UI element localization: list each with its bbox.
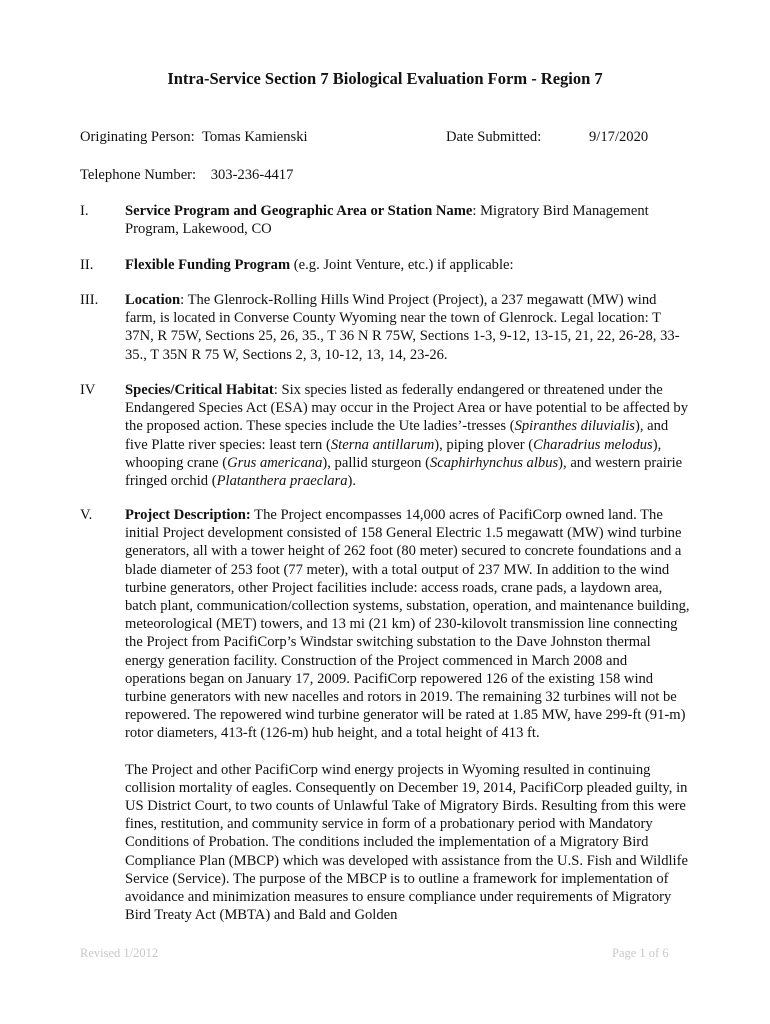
date-submitted-value: 9/17/2020	[589, 129, 649, 145]
species-name: Sterna antillarum	[330, 436, 435, 453]
section-i	[80, 202, 690, 238]
species-name: Platanthera praeclara	[216, 473, 348, 490]
section-text: ), whooping crane (	[125, 436, 662, 471]
telephone-value: 303-236-4417	[210, 167, 294, 183]
telephone-row	[80, 166, 293, 184]
footer-page-number: Page 1 of 6	[612, 946, 669, 960]
section-number: IV	[80, 382, 96, 398]
form-title: Intra-Service Section 7 Biological Evaluation Form - Region 7	[167, 69, 603, 88]
section-text: ), and five Platte river species: least tern (	[125, 418, 669, 453]
date-submitted-label: Date Submitted:	[446, 129, 542, 145]
section-ii	[80, 256, 690, 274]
section-iv	[80, 381, 690, 490]
section-iii	[80, 291, 690, 364]
telephone-label: Telephone Number:	[80, 167, 197, 183]
section-label: Location	[125, 292, 181, 308]
section-label: Species/Critical Habitat	[125, 382, 274, 398]
section-label: Project Description:	[125, 507, 251, 523]
section-text: : Six species listed as federally endangered or threatened under the Endangered Species Act (ESA) may occur in the Project Area or have potential to be affected by the proposed action. These species include the Ute ladies’-tresses (	[125, 382, 689, 435]
section-label: Flexible Funding Program	[125, 257, 291, 273]
species-name: Spiranthes diluvialis	[514, 418, 635, 435]
originating-person-row	[80, 128, 308, 146]
footer-revised: Revised 1/2012	[80, 946, 159, 960]
section-label: Service Program and Geographic Area or Station Name	[125, 203, 473, 219]
section-number: II.	[80, 257, 94, 273]
section-text: The Project encompasses 14,000 acres of PacifiCorp owned land. The initial Project development consisted of 158 General Electric 1.5 megawatt (MW) wind turbine generators, all with a tower height of 262 foot (80 meter) secured to concrete foundations and a blade diameter of 253 foot (77 meter), with a total output of 237 MW. In addition to the wind turbine generators, other Project facilities include: access roads, crane pads, a laydown area, batch plant, communication/collection systems, substation, operation, and maintenance building, meteorological (MET) towers, and 13 mi (21 km) of 230-kilovolt transmission line connecting the Project from PacifiCorp’s Windstar switching substation to the Dave Johnston thermal energy generation facility. Construction of the Project commenced in March 2008 and operations began on January 17, 2009. PacifiCorp repowered 126 of the existing 158 wind turbine generators with new nacelles and rotors in 2019. The remaining 32 turbines will not be repowered. The repowered wind turbine generator will be rated at 1.85 MW, have 299-ft (91-m) rotor diameters, 413-ft (126-m) hub height, and a total height of 413 ft.	[125, 507, 690, 742]
section-text: ).	[347, 473, 357, 490]
species-name: Charadrius melodus	[533, 436, 653, 453]
originating-person-label: Originating Person:	[80, 129, 195, 145]
section-v	[80, 506, 690, 924]
section-number: V.	[80, 507, 93, 523]
section-number: I.	[80, 203, 89, 219]
section-text: : Migratory Bird Management Program, Lakewood, CO	[125, 203, 649, 238]
section-text: (e.g. Joint Venture, etc.) if applicable:	[290, 257, 514, 273]
species-name: Scaphirhynchus albus	[429, 454, 559, 471]
section-text: : The Glenrock-Rolling Hills Wind Project (Project), a 237 megawatt (MW) wind farm, is located in Converse County Wyoming near the town of Glenrock. Legal location: T 37N, R 75W, Sections 25, 26, 35., T 36 N R 75W, Sections 1-3, 9-12, 13-15, 21, 22, 26-28, 33-35., T 35N R 75 W, Sections 2, 3, 10-12, 13, 14, 23-26.	[125, 292, 680, 363]
species-name: Grus americana	[227, 454, 323, 471]
section-text: ), and western prairie fringed orchid (	[125, 454, 683, 490]
originating-person-value: Tomas Kamienski	[202, 129, 308, 145]
section-number: III.	[80, 292, 99, 308]
section-text: ), piping plover (	[434, 436, 534, 453]
section-paragraph: The Project and other PacifiCorp wind energy projects in Wyoming resulted in continuing collision mortality of eagles. Consequently on December 19, 2014, PacifiCorp pleaded guilty, in US District Court, to two counts of Unlawful Take of Migratory Birds. Resulting from this were fines, restitution, and community service in form of a probationary period with Mandatory Conditions of Probation. The conditions included the implementation of a Migratory Bird Compliance Plan (MBCP) which was developed with assistance from the U.S. Fish and Wildlife Service (Service). The purpose of the MBCP is to outline a framework for implementation of avoidance and minimization measures to ensure compliance under requirements of Migratory Bird Treaty Act (MBTA) and Bald and Golden	[125, 761, 688, 924]
section-text: ), pallid sturgeon (	[322, 454, 430, 471]
